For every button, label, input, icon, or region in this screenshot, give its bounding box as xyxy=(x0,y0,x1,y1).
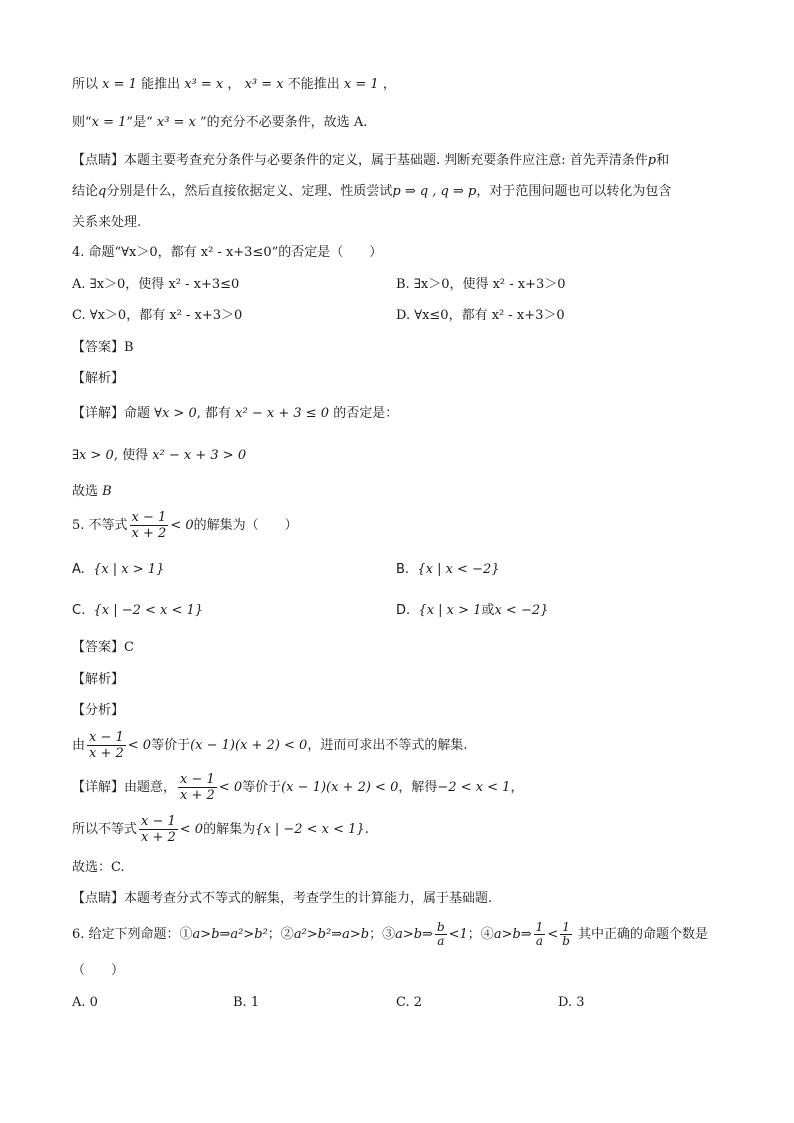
denominator: x + 2 xyxy=(131,526,167,541)
text: , 都有 xyxy=(196,406,236,421)
text: ，进而可求出不等式的解集. xyxy=(307,738,468,753)
math: x² − x + 3 ≤ 0 xyxy=(235,406,330,421)
section-tag: 【答案】 xyxy=(72,640,125,655)
numerator: x − 1 xyxy=(89,730,124,745)
q6-option-a: A. 0 xyxy=(72,995,98,1010)
math: x = 1 xyxy=(91,115,127,130)
denominator: x + 2 xyxy=(141,830,176,845)
text: 结论 xyxy=(72,184,99,199)
fraction xyxy=(87,730,126,761)
denominator: a xyxy=(437,934,445,948)
text: . xyxy=(364,822,369,837)
text: 和 xyxy=(656,153,670,168)
math: a²>b²⇒a>b xyxy=(293,927,370,942)
fraction xyxy=(560,921,572,948)
denominator: a xyxy=(535,934,544,948)
text: 故选 xyxy=(72,484,103,499)
text: 所以不等式 xyxy=(72,822,138,837)
text: ”是“ xyxy=(126,115,157,130)
text: 等价于 xyxy=(242,780,282,795)
q6-stem xyxy=(72,918,708,952)
q5-analysis-line xyxy=(72,729,467,763)
math: < 0 xyxy=(218,780,243,795)
option-letter: C. xyxy=(72,603,86,618)
q4-analysis-tag: 【解析】 xyxy=(72,371,125,386)
text: 的否定是： xyxy=(329,406,399,421)
math: p xyxy=(647,153,657,168)
q4-detail-line-1 xyxy=(72,405,398,423)
q6-option-b: B. 1 xyxy=(233,995,260,1010)
math: {x | −2 < x < 1} xyxy=(255,822,365,837)
text: ”的充分不必要条件，故选 A. xyxy=(195,115,368,130)
text: ；② xyxy=(267,927,294,942)
math: <1 xyxy=(448,927,468,942)
text: ，解得 xyxy=(398,780,438,795)
q4-option-c: C. ∀x＞0，都有 x² - x+3＞0 xyxy=(72,308,243,323)
numerator: x − 1 xyxy=(131,510,167,525)
option-letter: D. xyxy=(396,603,411,618)
text: ， xyxy=(227,77,241,92)
note-line-2 xyxy=(72,183,671,201)
text: 不能推出 xyxy=(287,77,340,92)
section-tag: 【详解】 xyxy=(72,780,125,795)
q4-option-a: A. ∃x＞0，使得 x² - x+3≤0 xyxy=(72,277,240,292)
text: 本题主要考查充分条件与必要条件的定义，属于基础题. 判断充要条件应注意: 首先弄清条件 xyxy=(124,153,648,168)
fraction xyxy=(139,814,178,845)
math: < xyxy=(547,927,559,942)
numerator: 1 xyxy=(535,920,544,934)
q4-option-d: D. ∀x≤0，都有 x² - x+3＞0 xyxy=(396,308,565,323)
text: 分别是什么，然后直接依据定义、定理、性质尝试 xyxy=(106,184,393,199)
math: (x − 1)(x + 2) < 0 xyxy=(190,738,308,753)
fraction xyxy=(534,921,546,948)
q5-analysis-tag: 【解析】 xyxy=(72,672,125,687)
q4-detail-line-3 xyxy=(72,483,112,501)
text: 命题 xyxy=(124,406,155,421)
math: x³ = x xyxy=(244,77,284,92)
text: 本题考查分式不等式的解集，考查学生的计算能力，属于基础题. xyxy=(124,891,493,906)
q4-option-b: B. ∃x＞0，使得 x² - x+3＞0 xyxy=(396,277,566,292)
text: ；③ xyxy=(369,927,396,942)
q5-detail-line-1 xyxy=(72,771,523,805)
text: 的解集为（ ） xyxy=(193,518,298,533)
math: p ⇒ q , q ⇒ p xyxy=(392,184,477,199)
q4-answer xyxy=(72,339,134,357)
note-line-1 xyxy=(72,152,669,170)
q5-detail-line-2 xyxy=(72,813,369,847)
numerator: 1 xyxy=(560,921,572,935)
math: a>b⇒ xyxy=(493,927,532,942)
math: < 0 xyxy=(170,518,194,533)
math: −2 < x < 1 xyxy=(437,780,511,795)
q5-fenxi-tag: 【分析】 xyxy=(72,703,125,718)
q5-answer xyxy=(72,639,134,657)
fraction xyxy=(130,510,169,541)
math: x³ = x xyxy=(184,77,224,92)
math: {x | x < −2} xyxy=(417,562,500,577)
q5-stem xyxy=(72,509,298,543)
section-tag: 【答案】 xyxy=(72,340,125,355)
q6-paren: （ ） xyxy=(72,963,125,978)
text: 或 xyxy=(481,603,495,618)
section-tag: 【详解】 xyxy=(72,406,125,421)
math: {x | −2 < x < 1} xyxy=(93,603,204,618)
fraction xyxy=(178,772,217,803)
numerator: x − 1 xyxy=(180,772,215,787)
math: x = 1 xyxy=(343,77,379,92)
q6-option-c: C. 2 xyxy=(396,995,423,1010)
math: ∀x > 0 xyxy=(154,406,197,421)
math: x³ = x xyxy=(156,115,196,130)
math: < 0 xyxy=(127,738,152,753)
math: x < −2} xyxy=(494,603,549,618)
q4-stem: 4. 命题“∀x＞0，都有 x² - x+3≤0”的否定是（ ） xyxy=(72,245,383,260)
section-tag: 【点睛】 xyxy=(72,891,125,906)
text: 其中正确的命题个数是 xyxy=(573,927,709,942)
text: 能推出 xyxy=(141,77,181,92)
text: 的解集为 xyxy=(203,822,256,837)
text: 所以 xyxy=(72,77,99,92)
q4-detail-line-2 xyxy=(72,447,246,465)
denominator: x + 2 xyxy=(180,788,215,803)
text: 5. 不等式 xyxy=(72,518,128,533)
q5-option-d xyxy=(396,602,548,620)
text: 6. 给定下列命题：① xyxy=(72,927,193,942)
math: {x | x > 1} xyxy=(93,562,165,577)
text: ，对于范围问题也可以转化为包含 xyxy=(476,184,672,199)
section-tag: 【点睛】 xyxy=(72,153,125,168)
option-letter: A. xyxy=(72,562,85,577)
option-letter: B. xyxy=(396,562,410,577)
numerator: b xyxy=(436,920,445,934)
fraction xyxy=(435,921,447,948)
answer-value: B xyxy=(124,340,134,355)
math: q xyxy=(98,184,107,199)
math: {x | x > 1 xyxy=(418,603,482,618)
denominator: b xyxy=(562,934,570,948)
math: < 0 xyxy=(179,822,204,837)
q5-note xyxy=(72,890,492,908)
text: 由题意， xyxy=(124,780,177,795)
text: , 使得 xyxy=(113,448,153,463)
q5-option-a xyxy=(72,561,164,579)
math: (x − 1)(x + 2) < 0 xyxy=(281,780,399,795)
math: ∃x > 0 xyxy=(72,448,114,463)
text: 由 xyxy=(72,738,86,753)
text: 等价于 xyxy=(151,738,191,753)
text: 则“ xyxy=(72,115,92,130)
q5-option-c xyxy=(72,602,203,620)
math: x = 1 xyxy=(102,77,137,92)
text: ；④ xyxy=(467,927,494,942)
denominator: x + 2 xyxy=(89,746,124,761)
math: a>b⇒a²>b² xyxy=(192,927,268,942)
math: x² − x + 3 > 0 xyxy=(152,448,247,463)
solution-line-2 xyxy=(72,114,367,132)
text: ， xyxy=(510,780,524,795)
q6-option-d: D. 3 xyxy=(558,995,585,1010)
note-line-3: 关系来处理. xyxy=(72,215,142,230)
answer-value: C xyxy=(124,640,134,655)
math: a>b⇒ xyxy=(395,927,433,942)
text: ， xyxy=(382,77,396,92)
q5-detail-line-3: 故选：C. xyxy=(72,860,125,875)
math: B xyxy=(102,484,112,499)
q5-option-b xyxy=(396,561,500,579)
solution-line-1 xyxy=(72,76,396,94)
numerator: x − 1 xyxy=(141,814,176,829)
